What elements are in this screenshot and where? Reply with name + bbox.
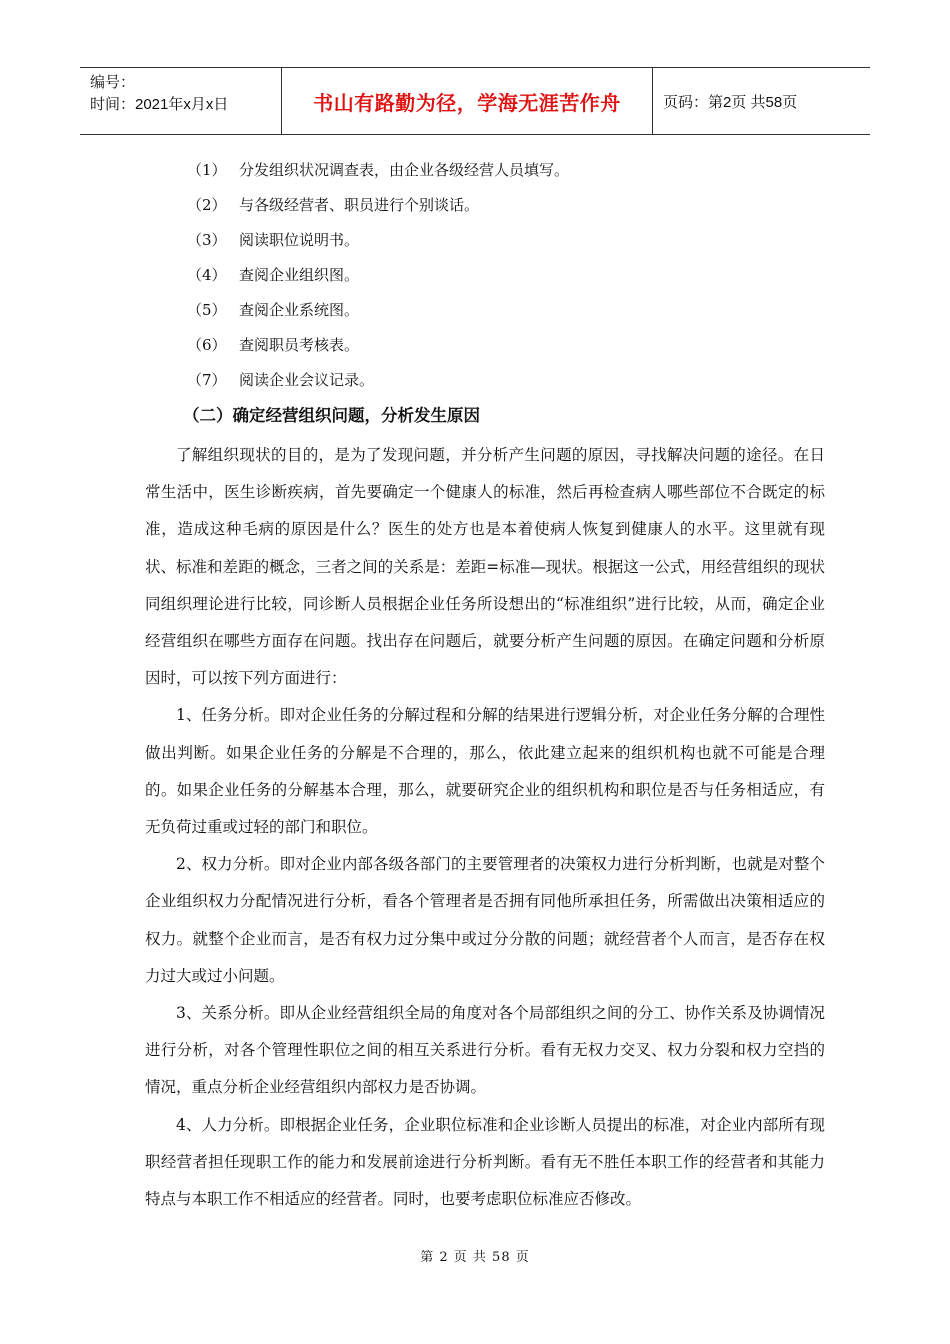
page-footer: 第 2 页 共 58 页 xyxy=(420,1250,530,1265)
list-item xyxy=(145,296,825,331)
list-item-number: （2） xyxy=(187,196,227,214)
list-item-number: （4） xyxy=(187,266,227,284)
list-item-text: 阅读企业会议记录。 xyxy=(239,371,375,389)
list-item-text: 查阅企业组织图。 xyxy=(239,266,360,284)
list-item-number: （6） xyxy=(187,336,227,354)
list-item xyxy=(145,156,825,191)
header-meta xyxy=(80,68,282,134)
list-item-number: （5） xyxy=(187,301,227,319)
header-motto: 书山有路勤为径，学海无涯苦作舟 xyxy=(282,68,653,134)
body-paragraph: 2、权力分析。即对企业内部各级各部门的主要管理者的决策权力进行分析判断，也就是对整个企业组织权力分配情况进行分析，看各个管理者是否拥有同他所承担任务，所需做出决策相适应的权力。就整个企业而言，是否有权力过分集中或过分分散的问题；就经营者个人而言，是否存在权力过大或过小问题。 xyxy=(145,855,825,985)
header-page-number: 页码：第2页 共58页 xyxy=(663,93,798,111)
list-item xyxy=(145,331,825,366)
page-header xyxy=(80,67,870,135)
list-item-number: （1） xyxy=(187,161,227,179)
body-paragraph: 4、人力分析。即根据企业任务，企业职位标准和企业诊断人员提出的标准，对企业内部所有现职经营者担任现职工作的能力和发展前途进行分析判断。看有无不胜任本职工作的经营者和其能力特点与本职工作不相适应的经营者。同时，也要考虑职位标准应否修改。 xyxy=(145,1115,825,1209)
list-item-number: （7） xyxy=(187,371,227,389)
list-item-text: 查阅职员考核表。 xyxy=(239,336,360,354)
list-item-text: 分发组织状况调查表，由企业各级经营人员填写。 xyxy=(239,161,570,179)
body-paragraph: 1、任务分析。即对企业任务的分解过程和分解的结果进行逻辑分析，对企业任务分解的合理性做出判断。如果企业任务的分解是不合理的，那么，依此建立起来的组织机构也就不可能是合理的。如果企业任务的分解基本合理，那么，就要研究企业的组织机构和职位是否与任务相适应，有无负荷过重或过轻的部门和职位。 xyxy=(145,706,825,837)
document-number: 编号： xyxy=(90,74,136,91)
body-paragraph: 3、关系分析。即从企业经营组织全局的角度对各个局部组织之间的分工、协作关系及协调情况进行分析，对各个管理性职位之间的相互关系进行分析。看有无权力交叉、权力分裂和权力空挡的情况，重点分析企业经营组织内部权力是否协调。 xyxy=(145,1004,825,1097)
list-item xyxy=(145,226,825,261)
body-paragraph: 了解组织现状的目的，是为了发现问题，并分析产生问题的原因，寻找解决问题的途径。在日常生活中，医生诊断疾病，首先要确定一个健康人的标准，然后再检查病人哪些部位不合既定的标准，造成这种毛病的原因是什么？医生的处方也是本着使病人恢复到健康人的水平。这里就有现状、标准和差距的概念，三者之间的关系是：差距=标准—现状。根据这一公式，用经营组织的现状同组织理论进行比较，同诊断人员根据企业任务所设想出的“标准组织”进行比较，从而，确定企业经营组织在哪些方面存在问题。找出存在问题后，就要分析产生问题的原因。在确定问题和分析原因时，可以按下列方面进行： xyxy=(145,446,825,688)
list-item-number: （3） xyxy=(187,231,227,249)
document-body xyxy=(145,156,825,1218)
list-item xyxy=(145,261,825,296)
list-item-text: 阅读职位说明书。 xyxy=(239,231,360,249)
section-heading: （二）确定经营组织问题，分析发生原因 xyxy=(183,406,480,425)
list-item xyxy=(145,366,825,401)
document-date: 时间：2021年x月x日 xyxy=(90,96,229,113)
list-item-text: 与各级经营者、职员进行个别谈话。 xyxy=(239,196,480,214)
list-item-text: 查阅企业系统图。 xyxy=(239,301,360,319)
list-item xyxy=(145,191,825,226)
